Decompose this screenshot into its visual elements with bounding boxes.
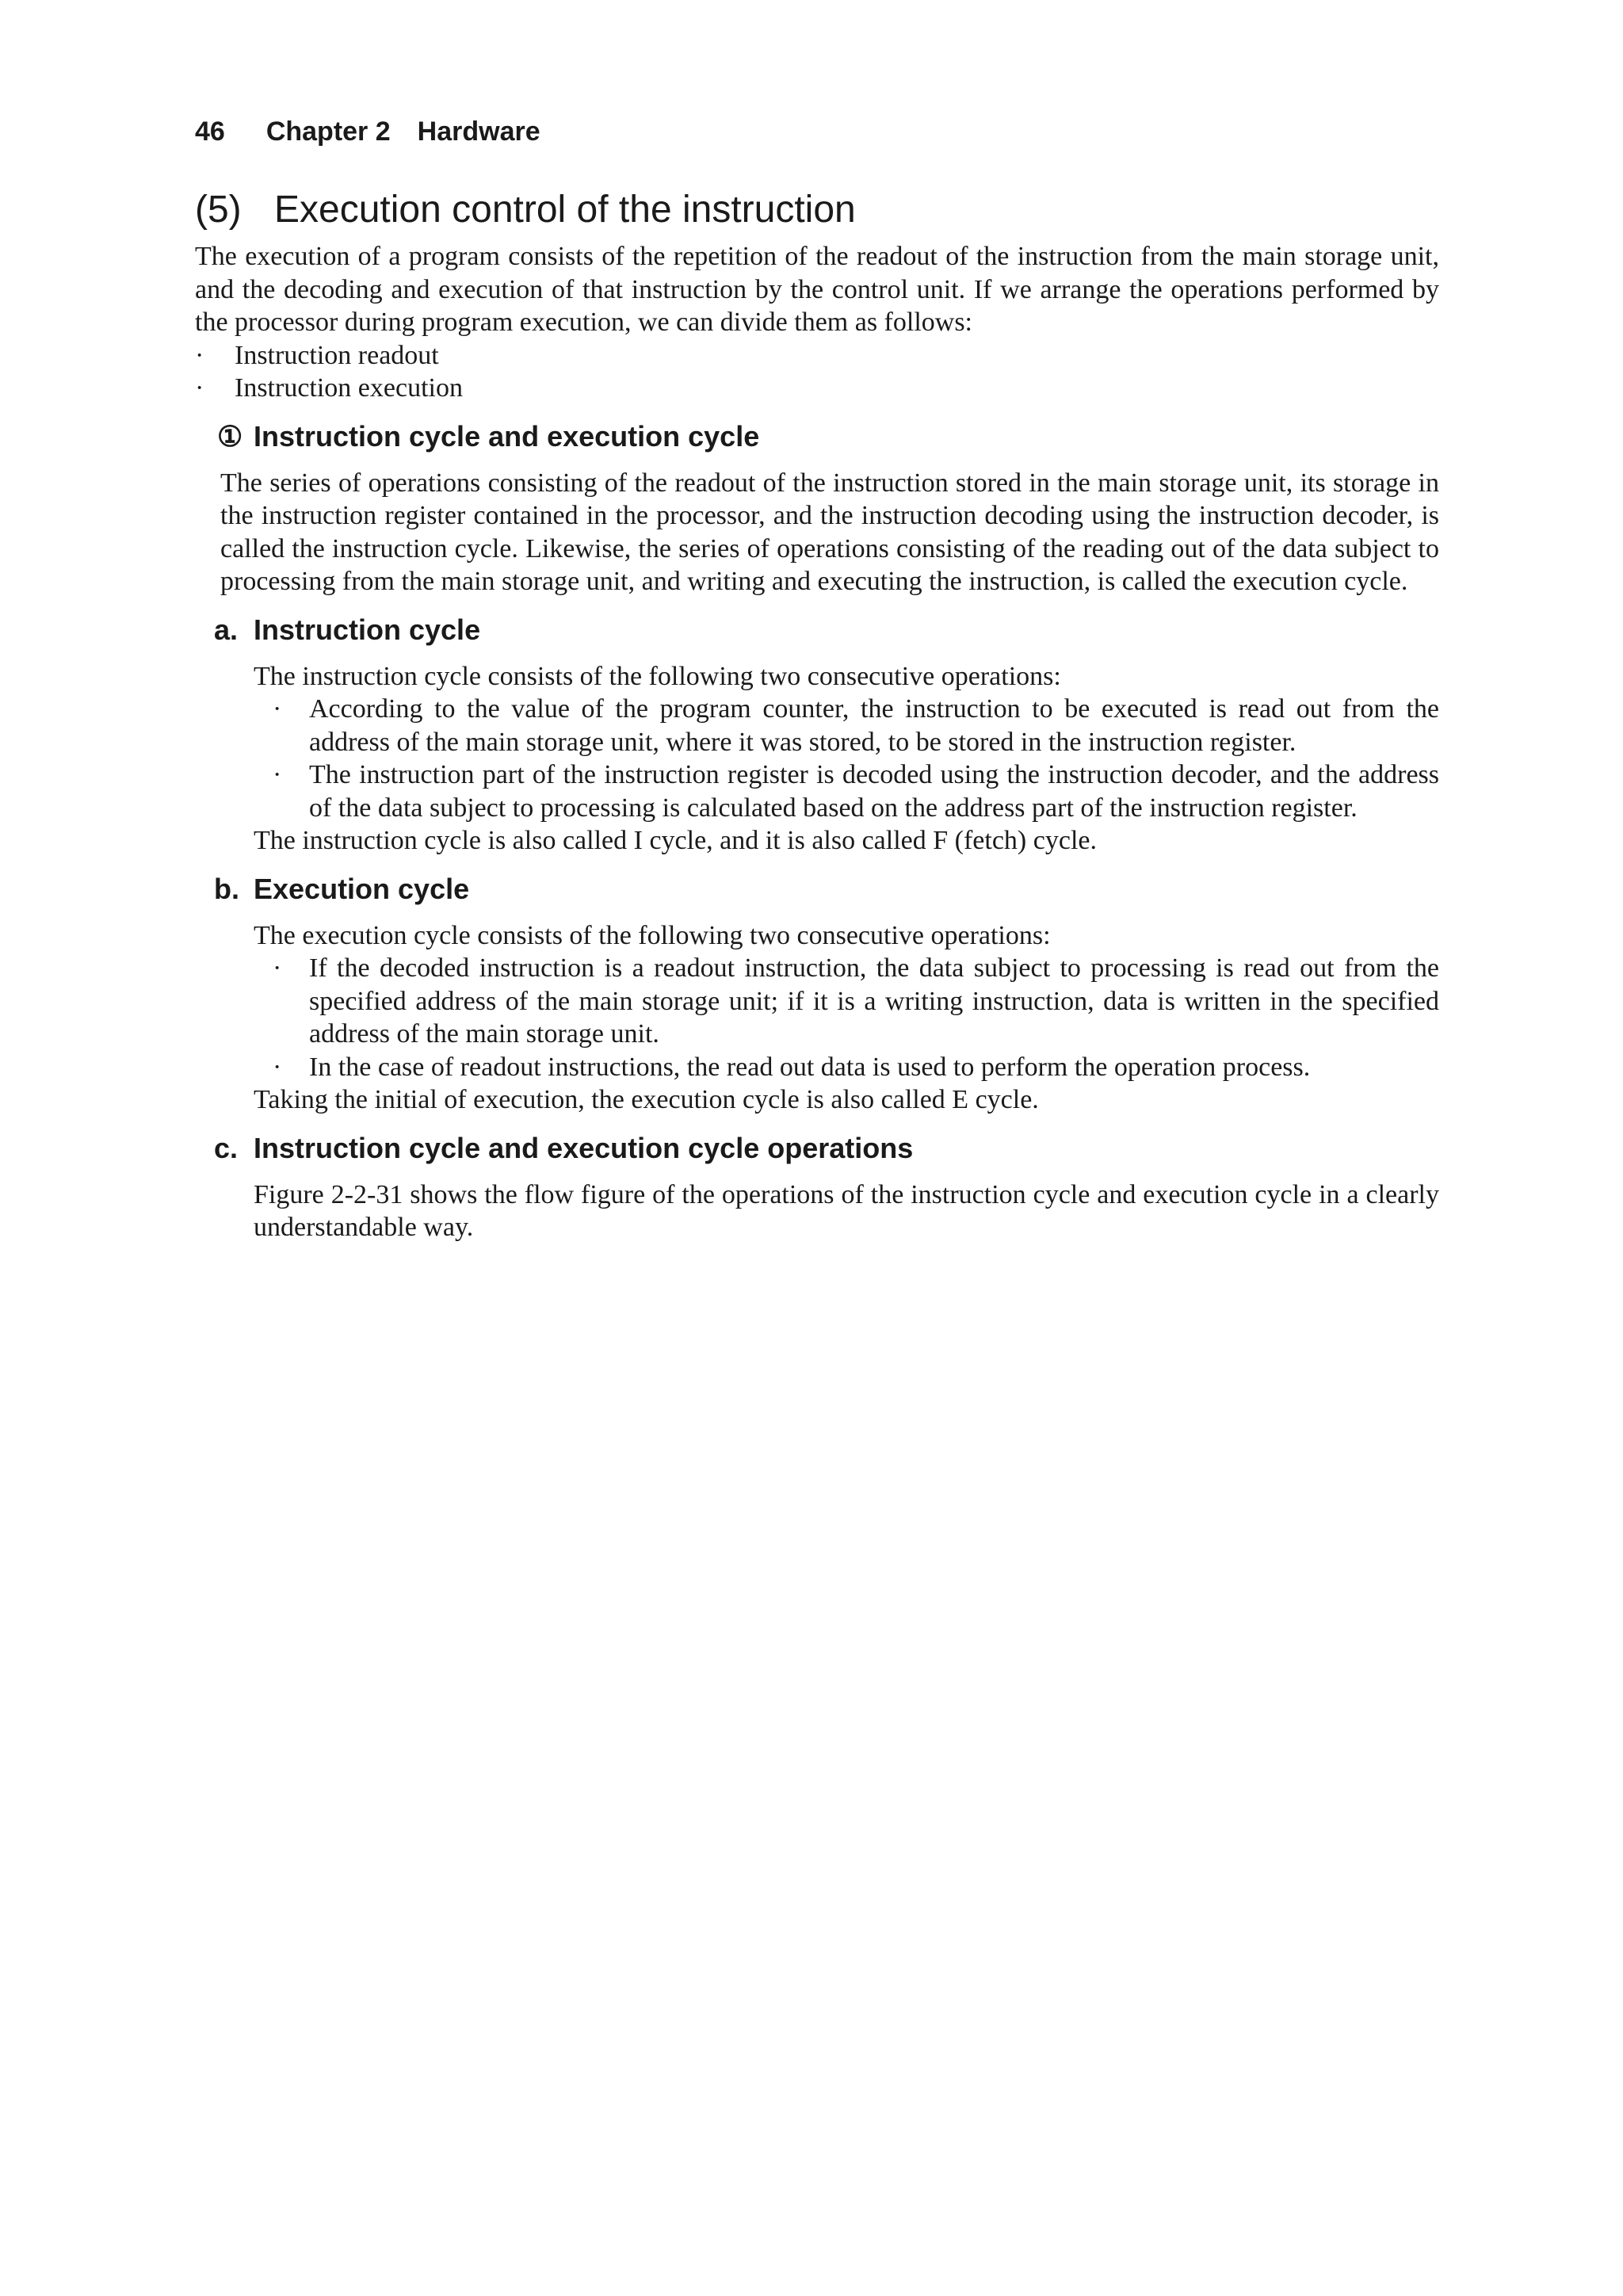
list-item-text: According to the value of the program counter, the instruction to be executed is read out from the address of the main storage unit, where it was stored, to be stored in the instruction register. [309, 694, 1439, 757]
page-number: 46 [195, 117, 225, 147]
operations-list [195, 339, 1439, 405]
item-a-lead: The instruction cycle consists of the following two consecutive operations: [254, 661, 1061, 691]
item-c-heading [214, 1131, 1439, 1166]
item-a-heading [214, 613, 1439, 648]
bullet-dot: · [273, 1052, 282, 1082]
subsection-text: The series of operations consisting of the readout of the instruction stored in the main storage unit, its storage in the instruction register contained in the processor, and the instruction decoding using the instruction decoder, is called the instruction cycle. Likewise, the series of operations consisting of the reading out of the data subject to processing from the main storage unit, and writing and executing the instruction, is called the execution cycle. [220, 468, 1439, 596]
list-item [195, 339, 1439, 372]
item-b-marker: b. [214, 872, 239, 905]
item-c-text: Figure 2-2-31 shows the flow figure of the operations of the instruction cycle and execution cycle in a clearly understandable way. [254, 1179, 1439, 1242]
section-intro: The execution of a program consists of the repetition of the readout of the instruction from the main storage unit, and the decoding and execution of that instruction by the control unit. If we arrange the operations performed by the processor during program execution, we can divide them as follows: [195, 242, 1439, 337]
chapter-title: Hardware [417, 117, 540, 147]
item-b-lead: The execution cycle consists of the following two consecutive operations: [254, 920, 1051, 950]
subsection-title: Instruction cycle and execution cycle [254, 419, 760, 453]
list-item [273, 758, 1439, 824]
document-page [195, 115, 1439, 1244]
item-b-closing: Taking the initial of execution, the execution cycle is also called E cycle. [254, 1085, 1039, 1114]
item-b-bullets [195, 952, 1439, 1083]
bullet-dot: · [273, 760, 282, 789]
list-item [273, 693, 1439, 758]
item-a-title: Instruction cycle [254, 613, 481, 646]
item-b-title: Execution cycle [254, 872, 470, 905]
item-a-closing: The instruction cycle is also called I cycle, and it is also called F (fetch) cycle. [254, 826, 1097, 855]
item-c-title: Instruction cycle and execution cycle operations [254, 1131, 914, 1164]
subsection-heading [217, 419, 1439, 454]
item-c-marker: c. [214, 1131, 239, 1164]
item-b-heading [214, 872, 1439, 907]
list-item-text: The instruction part of the instruction register is decoded using the instruction decoder, and the address of the data subject to processing is calculated based on the address part of the instruction register. [309, 760, 1439, 823]
circled-number-marker: ① [217, 419, 243, 453]
section-title: Execution control of the instruction [274, 189, 856, 231]
section-number: (5) [195, 189, 242, 231]
running-header [195, 115, 1439, 148]
chapter-label: Chapter 2 [265, 117, 391, 147]
item-a-bullets [195, 693, 1439, 824]
item-a-marker: a. [214, 613, 239, 646]
bullet-dot: · [195, 373, 204, 403]
list-item-text: Instruction readout [235, 340, 439, 370]
section-heading [195, 188, 1439, 232]
list-item [195, 372, 1439, 405]
list-item-text: If the decoded instruction is a readout instruction, the data subject to processing is read out from the specified address of the main storage unit; if it is a writing instruction, data is written in the specified address of the main storage unit. [309, 953, 1439, 1049]
bullet-dot: · [273, 953, 282, 983]
list-item-text: Instruction execution [235, 373, 463, 403]
list-item [273, 952, 1439, 1051]
bullet-dot: · [273, 694, 282, 724]
list-item-text: In the case of readout instructions, the read out data is used to perform the operation process. [309, 1052, 1311, 1082]
bullet-dot: · [195, 340, 204, 370]
list-item [273, 1051, 1439, 1084]
